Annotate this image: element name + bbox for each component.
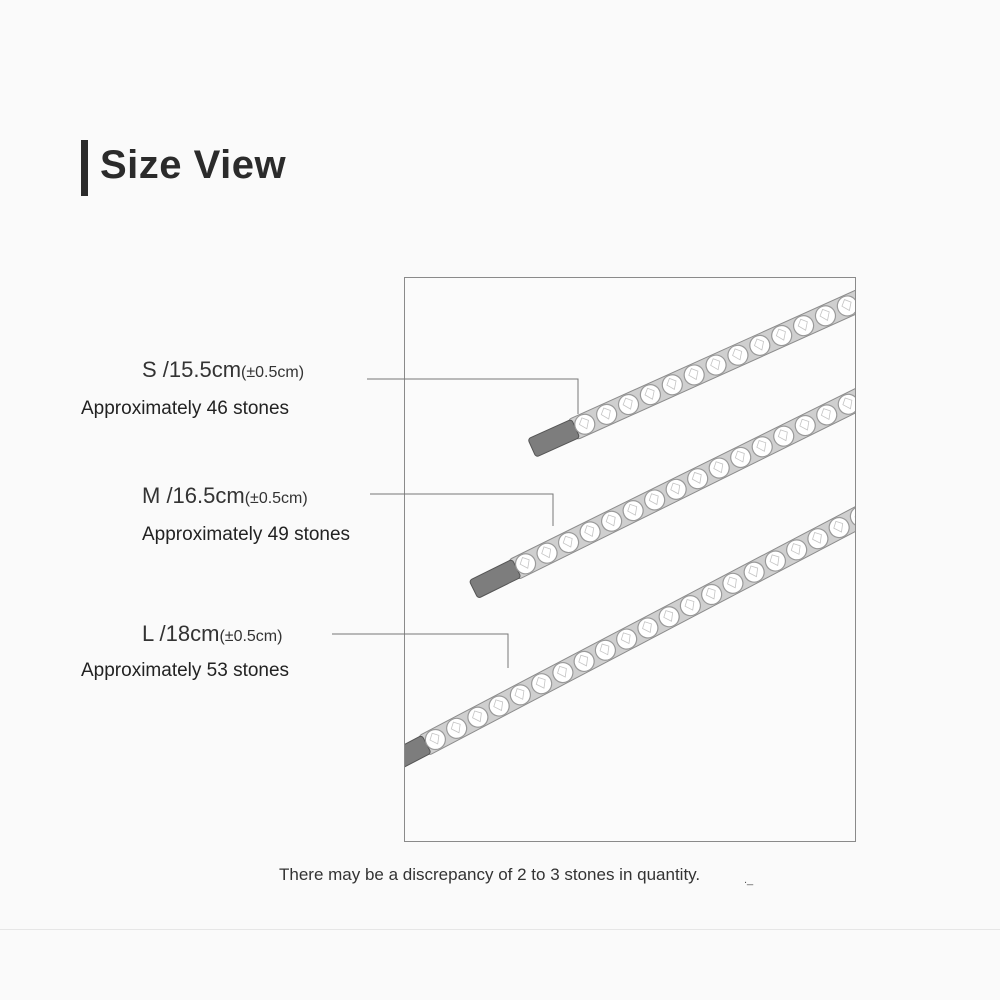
size-m-value: M /16.5cm [142,483,245,508]
discrepancy-note: There may be a discrepancy of 2 to 3 stones in quantity. [279,865,701,884]
bottom-divider [0,929,1000,930]
product-image-frame [404,277,856,842]
size-l-tolerance: (±0.5cm) [219,628,283,645]
tennis-bracelet-image [405,278,856,842]
bracelet-strand-m [469,386,856,599]
page-title: Size View [100,143,287,187]
size-label-m [142,482,308,513]
size-label-l [142,620,282,651]
size-m-tolerance: (±0.5cm) [244,490,308,507]
title-accent-bar [81,140,88,196]
stones-count-l: Approximately 53 stones [81,660,290,681]
footer-mark: ._ [744,874,754,886]
bracelet-clasp-m [469,559,521,598]
size-s-tolerance: (±0.5cm) [241,364,305,381]
size-s-value: S /15.5cm [142,357,242,382]
bracelet-strand-l [405,502,856,776]
stones-count-s: Approximately 46 stones [81,398,290,419]
size-l-value: L /18cm [142,621,220,646]
size-label-s [142,356,304,387]
stones-count-m: Approximately 49 stones [142,524,351,545]
bracelet-clasp-s [528,419,580,457]
